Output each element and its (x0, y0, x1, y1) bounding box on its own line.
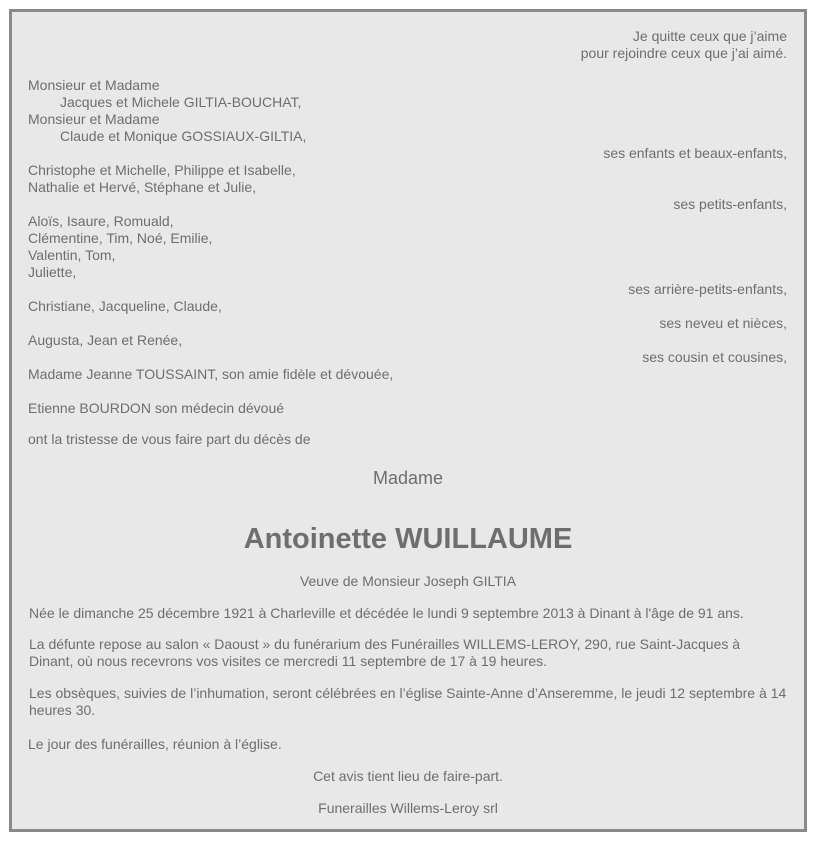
family-line: Madame Jeanne TOUSSAINT, son amie fidèle et dévouée, (28, 366, 394, 382)
family-line: Etienne BOURDON son médecin dévoué (28, 400, 285, 416)
funeral-home-name: Funerailles Willems-Leroy srl (318, 800, 498, 816)
notice-line: Cet avis tient lieu de faire-part. (313, 768, 503, 784)
epigraph-line-2: pour rejoindre ceux que j’ai aimé. (580, 45, 787, 61)
announcement-line: ont la tristesse de vous faire part du décès de (28, 431, 311, 447)
family-line: Augusta, Jean et Renée, (28, 332, 183, 348)
family-line: Nathalie et Hervé, Stéphane et Julie, (28, 179, 257, 195)
widow-line: Veuve de Monsieur Joseph GILTIA (299, 573, 517, 589)
relation-label: ses enfants et beaux-enfants, (603, 145, 787, 161)
meeting-line: Le jour des funérailles, réunion à l’église. (28, 736, 282, 752)
epigraph-line-1: Je quitte ceux que j’aime (632, 28, 787, 44)
relation-label: ses petits-enfants, (673, 196, 787, 212)
family-line: Monsieur et Madame (28, 77, 160, 93)
relation-label: ses arrière-petits-enfants, (628, 281, 787, 297)
family-line: Juliette, (28, 264, 77, 280)
family-line: Christophe et Michelle, Philippe et Isabelle, (28, 162, 296, 178)
family-line: Aloïs, Isaure, Romuald, (28, 213, 174, 229)
family-line: Clémentine, Tim, Noé, Emilie, (28, 230, 213, 246)
family-line: Christiane, Jacqueline, Claude, (28, 298, 222, 314)
family-line: Monsieur et Madame (28, 111, 160, 127)
birth-death-paragraph: Née le dimanche 25 décembre 1921 à Charleville et décédée le lundi 9 septembre 2013 à Dinant à l'âge de 91 ans. (29, 605, 744, 621)
deceased-name: Antoinette WUILLAUME (243, 523, 573, 555)
family-line: Valentin, Tom, (28, 247, 116, 263)
family-line: Claude et Monique GOSSIAUX-GILTIA, (60, 128, 307, 144)
funeral-paragraph: Les obsèques, suivies de l’inhumation, seront célébrées en l’église Sainte-Anne d’Anseremme, le jeudi 12 septembre à 14 heures 30. (29, 685, 787, 718)
viewing-paragraph: La défunte repose au salon « Daoust » du funérarium des Funérailles WILLEMS-LEROY, 290, rue Saint-Jacques à Dinant, où nous recevrons vos visites ce mercredi 11 septembre de 17 à 19 heures. (29, 636, 741, 669)
family-line: Jacques et Michele GILTIA-BOUCHAT, (60, 94, 302, 110)
relation-label: ses neveu et nièces, (659, 315, 787, 331)
obituary-notice (9, 9, 807, 832)
deceased-title: Madame (372, 468, 444, 488)
relation-label: ses cousin et cousines, (642, 349, 787, 365)
